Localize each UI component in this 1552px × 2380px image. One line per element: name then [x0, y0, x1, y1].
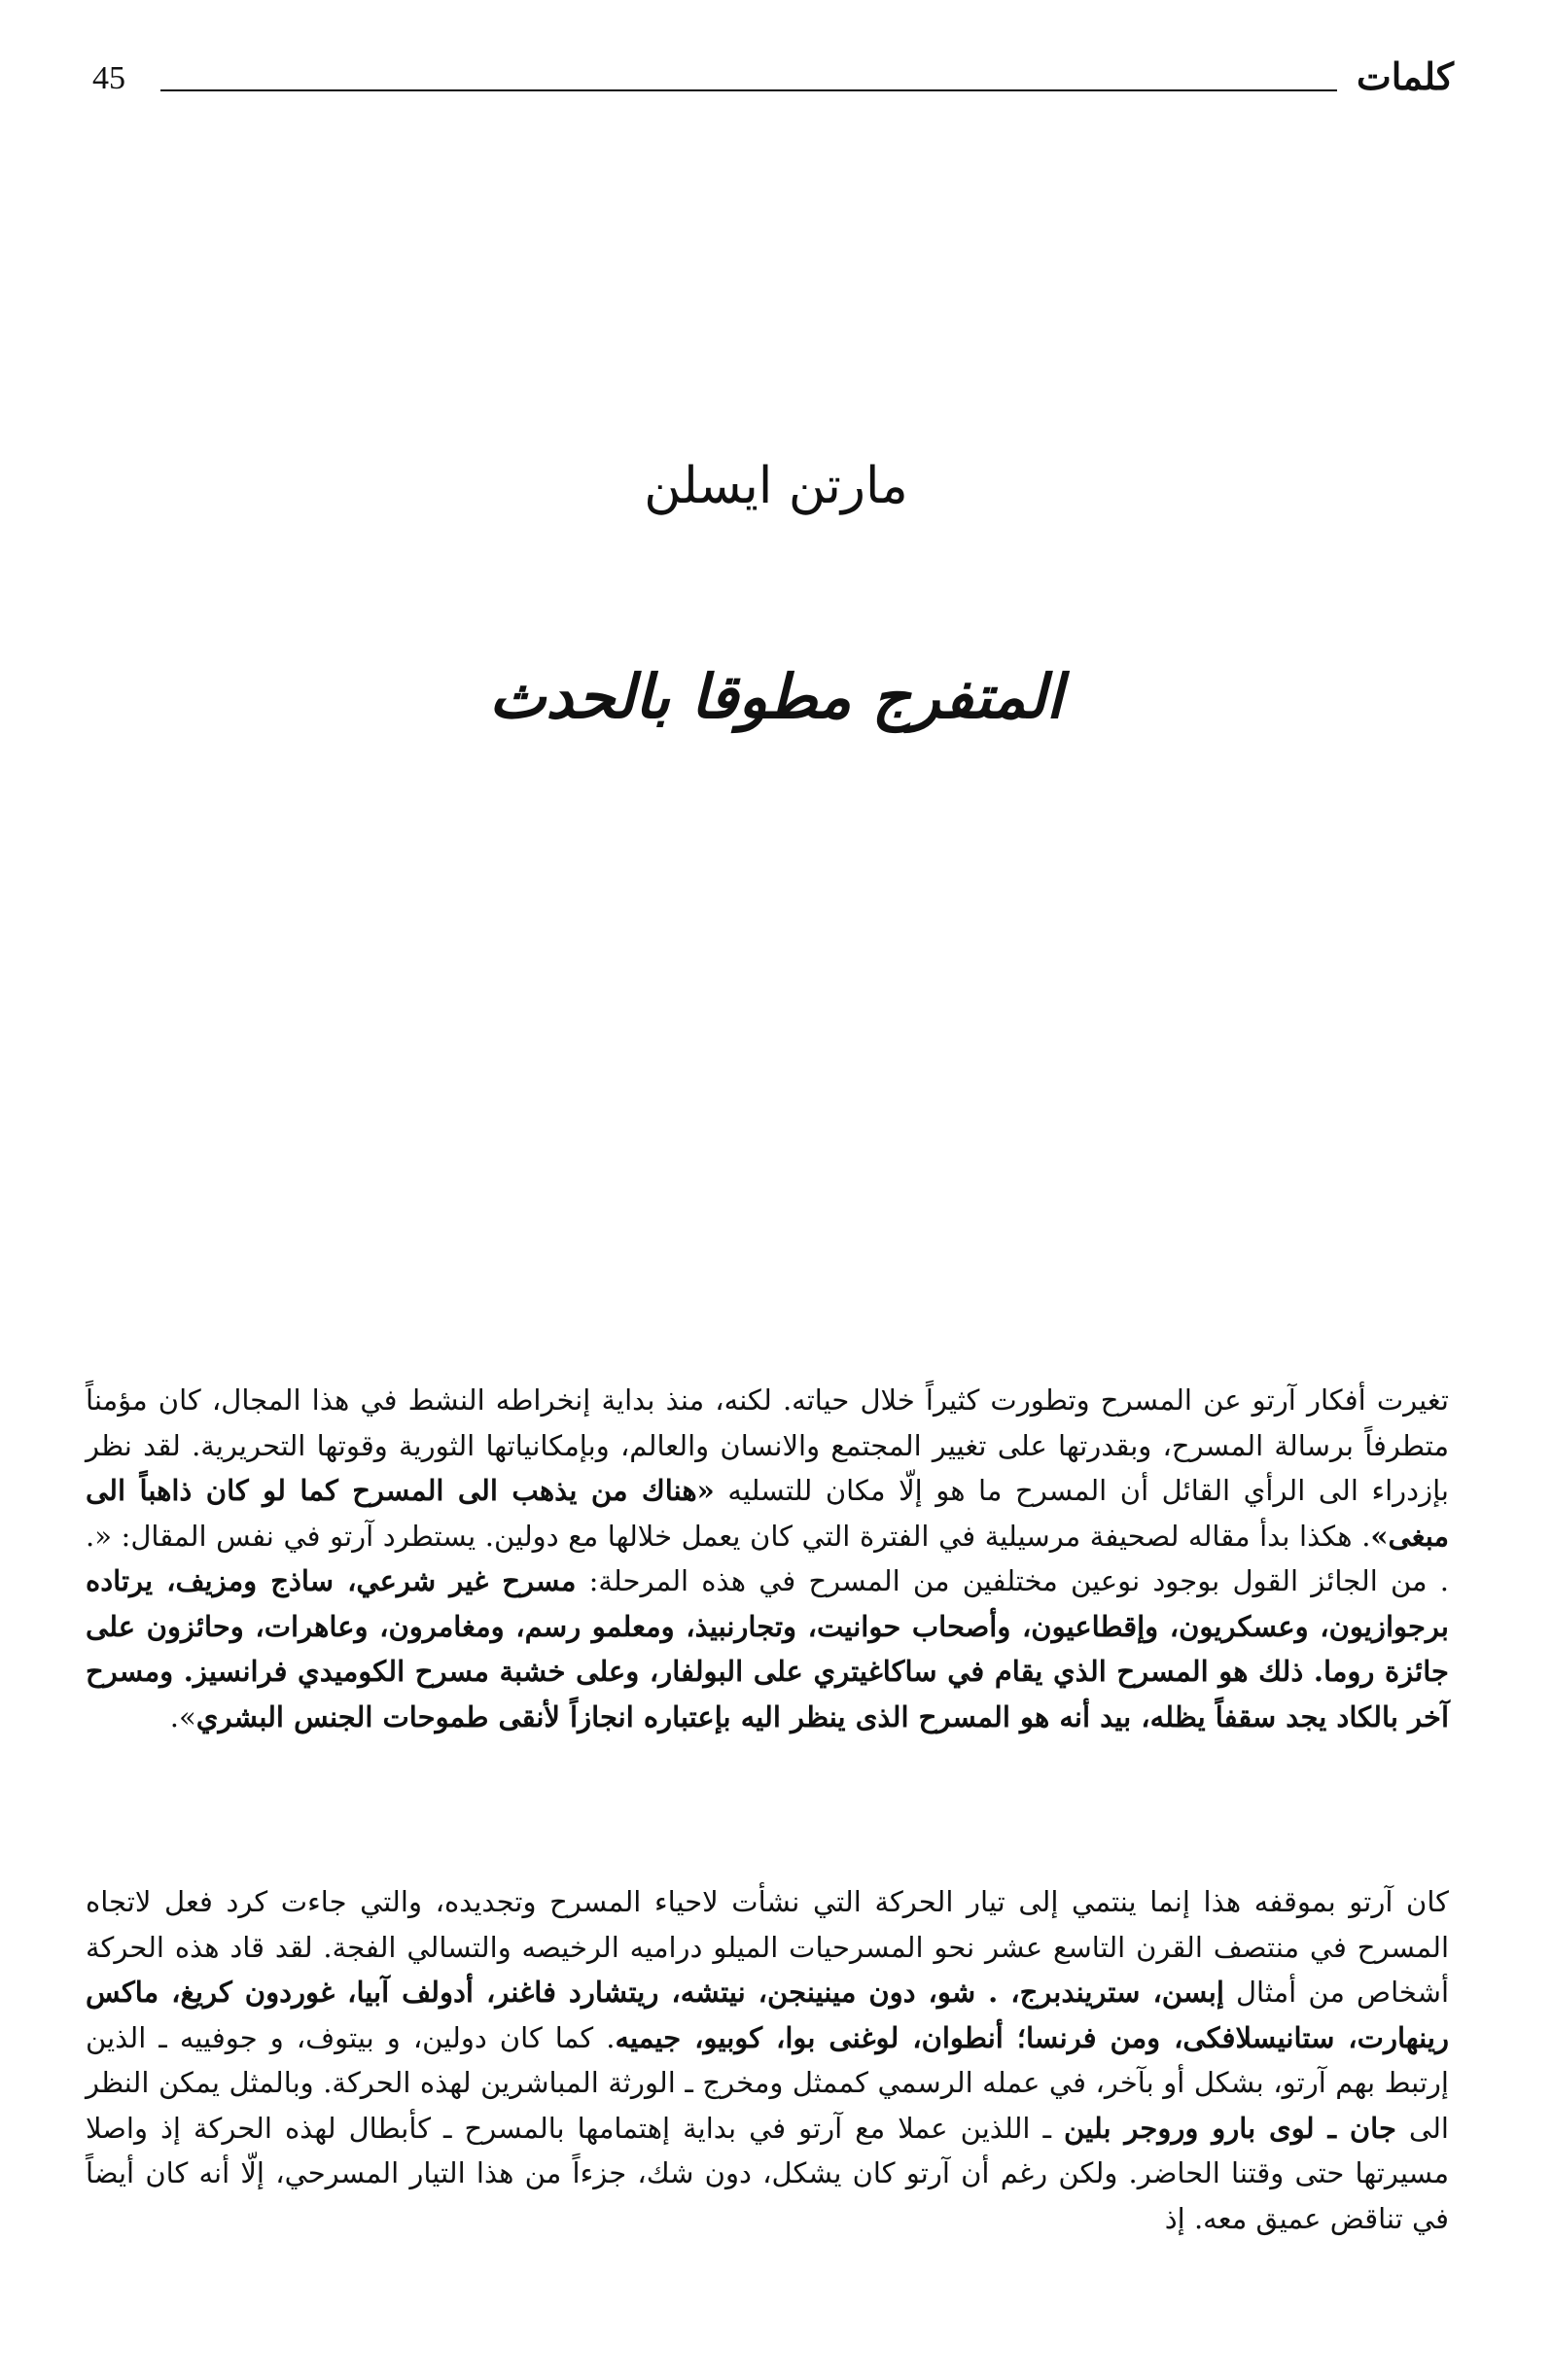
article-author: مارتن ايسلن [644, 457, 908, 515]
paragraph-1-bold-list: مسرح غير شرعي، ساذج ومزيف، يرتاده برجوازيون، وعسكريون، وإقطاعيون، وأصحاب حوانيت، وتجارنبيذ، ومعلمو رسم، ومغامرون، وعاهرات، وحائزون على جائزة روما. ذلك هو المسرح الذي يقام في ساكاغيتري على البولفار، وعلى خشبة مسرح الكوميدي فرانسيز. ومسرح آخر بالكاد يجد سقفاً يظله، بيد أنه هو المسرح الذى ينظر اليه بإعتباره انجازاً لأنقى طموحات الجنس البشري [86, 1564, 1449, 1733]
paragraph-2-names-2: جان ـ لوى بارو وروجر بلين [1064, 2111, 1396, 2145]
paragraph-1-text-c: ». [169, 1699, 196, 1733]
header-rule [160, 89, 1337, 91]
paragraph-1-text-a: تغيرت أفكار آرتو عن المسرح وتطورت كثيراً خلال حياته. لكنه، منذ بداية إنخراطه النشط في هذا المجال، كان مؤمناً متطرفاً برسالة المسرح، وبقدرتها على تغيير المجتمع والانسان والعالم، وبإمكانياتها الثورية وقوتها التحريرية. لقد نظر بإزدراء الى الرأي القائل أن المسرح ما هو إلّا مكان للتسليه [86, 1383, 1449, 1507]
paragraph-1-text-b: . هكذا بدأ مقاله لصحيفة مرسيلية في الفترة التي كان يعمل خلالها مع دولين. يستطرد آرتو في نفس المقال: «. . من الجائز القول بوجود نوعين مختلفين من المسرح في هذه المرحلة: [86, 1519, 1449, 1597]
paragraph-2-names: إبسن، ستريندبرج، . شو، دون مينينجن، نيتشه، ريتشارد فاغنر، أدولف آبيا، غوردون كريغ، ماكس رينهارت، ستانيسلافكى، ومن فرنسا؛ أنطوان، لوغنى بوا، كوبيو، جيميه [86, 1976, 1449, 2054]
running-header [92, 54, 1454, 109]
paragraph-1-quote: «هناك من يذهب الى المسرح كما لو كان ذاهباً الى مبغى» [86, 1474, 1449, 1553]
page-number: 45 [92, 60, 125, 96]
magazine-name: كلمات [1357, 54, 1454, 98]
paragraph-2-text-a: كان آرتو بموقفه هذا إنما ينتمي إلى تيار الحركة التي نشأت لاحياء المسرح وتجديده، والتي جاءت كرد فعل لاتجاه المسرح في منتصف القرن التاسع عشر نحو المسرحيات الميلو دراميه الرخيصه والتسالي الفجة. لقد قاد هذه الحركة أشخاص من أمثال [86, 1885, 1450, 2009]
paragraph-1 [86, 1378, 1449, 1739]
paragraph-2 [86, 1879, 1449, 2241]
paragraph-2-text-b: . كما كان دولين، و بيتوف، و جوفييه ـ الذين إرتبط بهم آرتو، بشكل أو بآخر، في عمله الرسمي كممثل ومخرج ـ الورثة المباشرين لهذه الحركة. وبالمثل يمكن النظر الى [86, 2020, 1449, 2145]
article-title: المتفرج مطوقا بالحدث [488, 661, 1064, 732]
paragraph-2-text-c: ـ اللذين عملا مع آرتو في بداية إهتمامها بالمسرح ـ كأبطال لهذه الحركة إذ واصلا مسيرتها حتى وقتنا الحاضر. ولكن رغم أن آرتو كان يشكل، دون شك، جزءاً من هذا التيار المسرحي، إلّا أنه كان أيضاً في تناقض عميق معه. إذ [86, 2111, 1449, 2235]
